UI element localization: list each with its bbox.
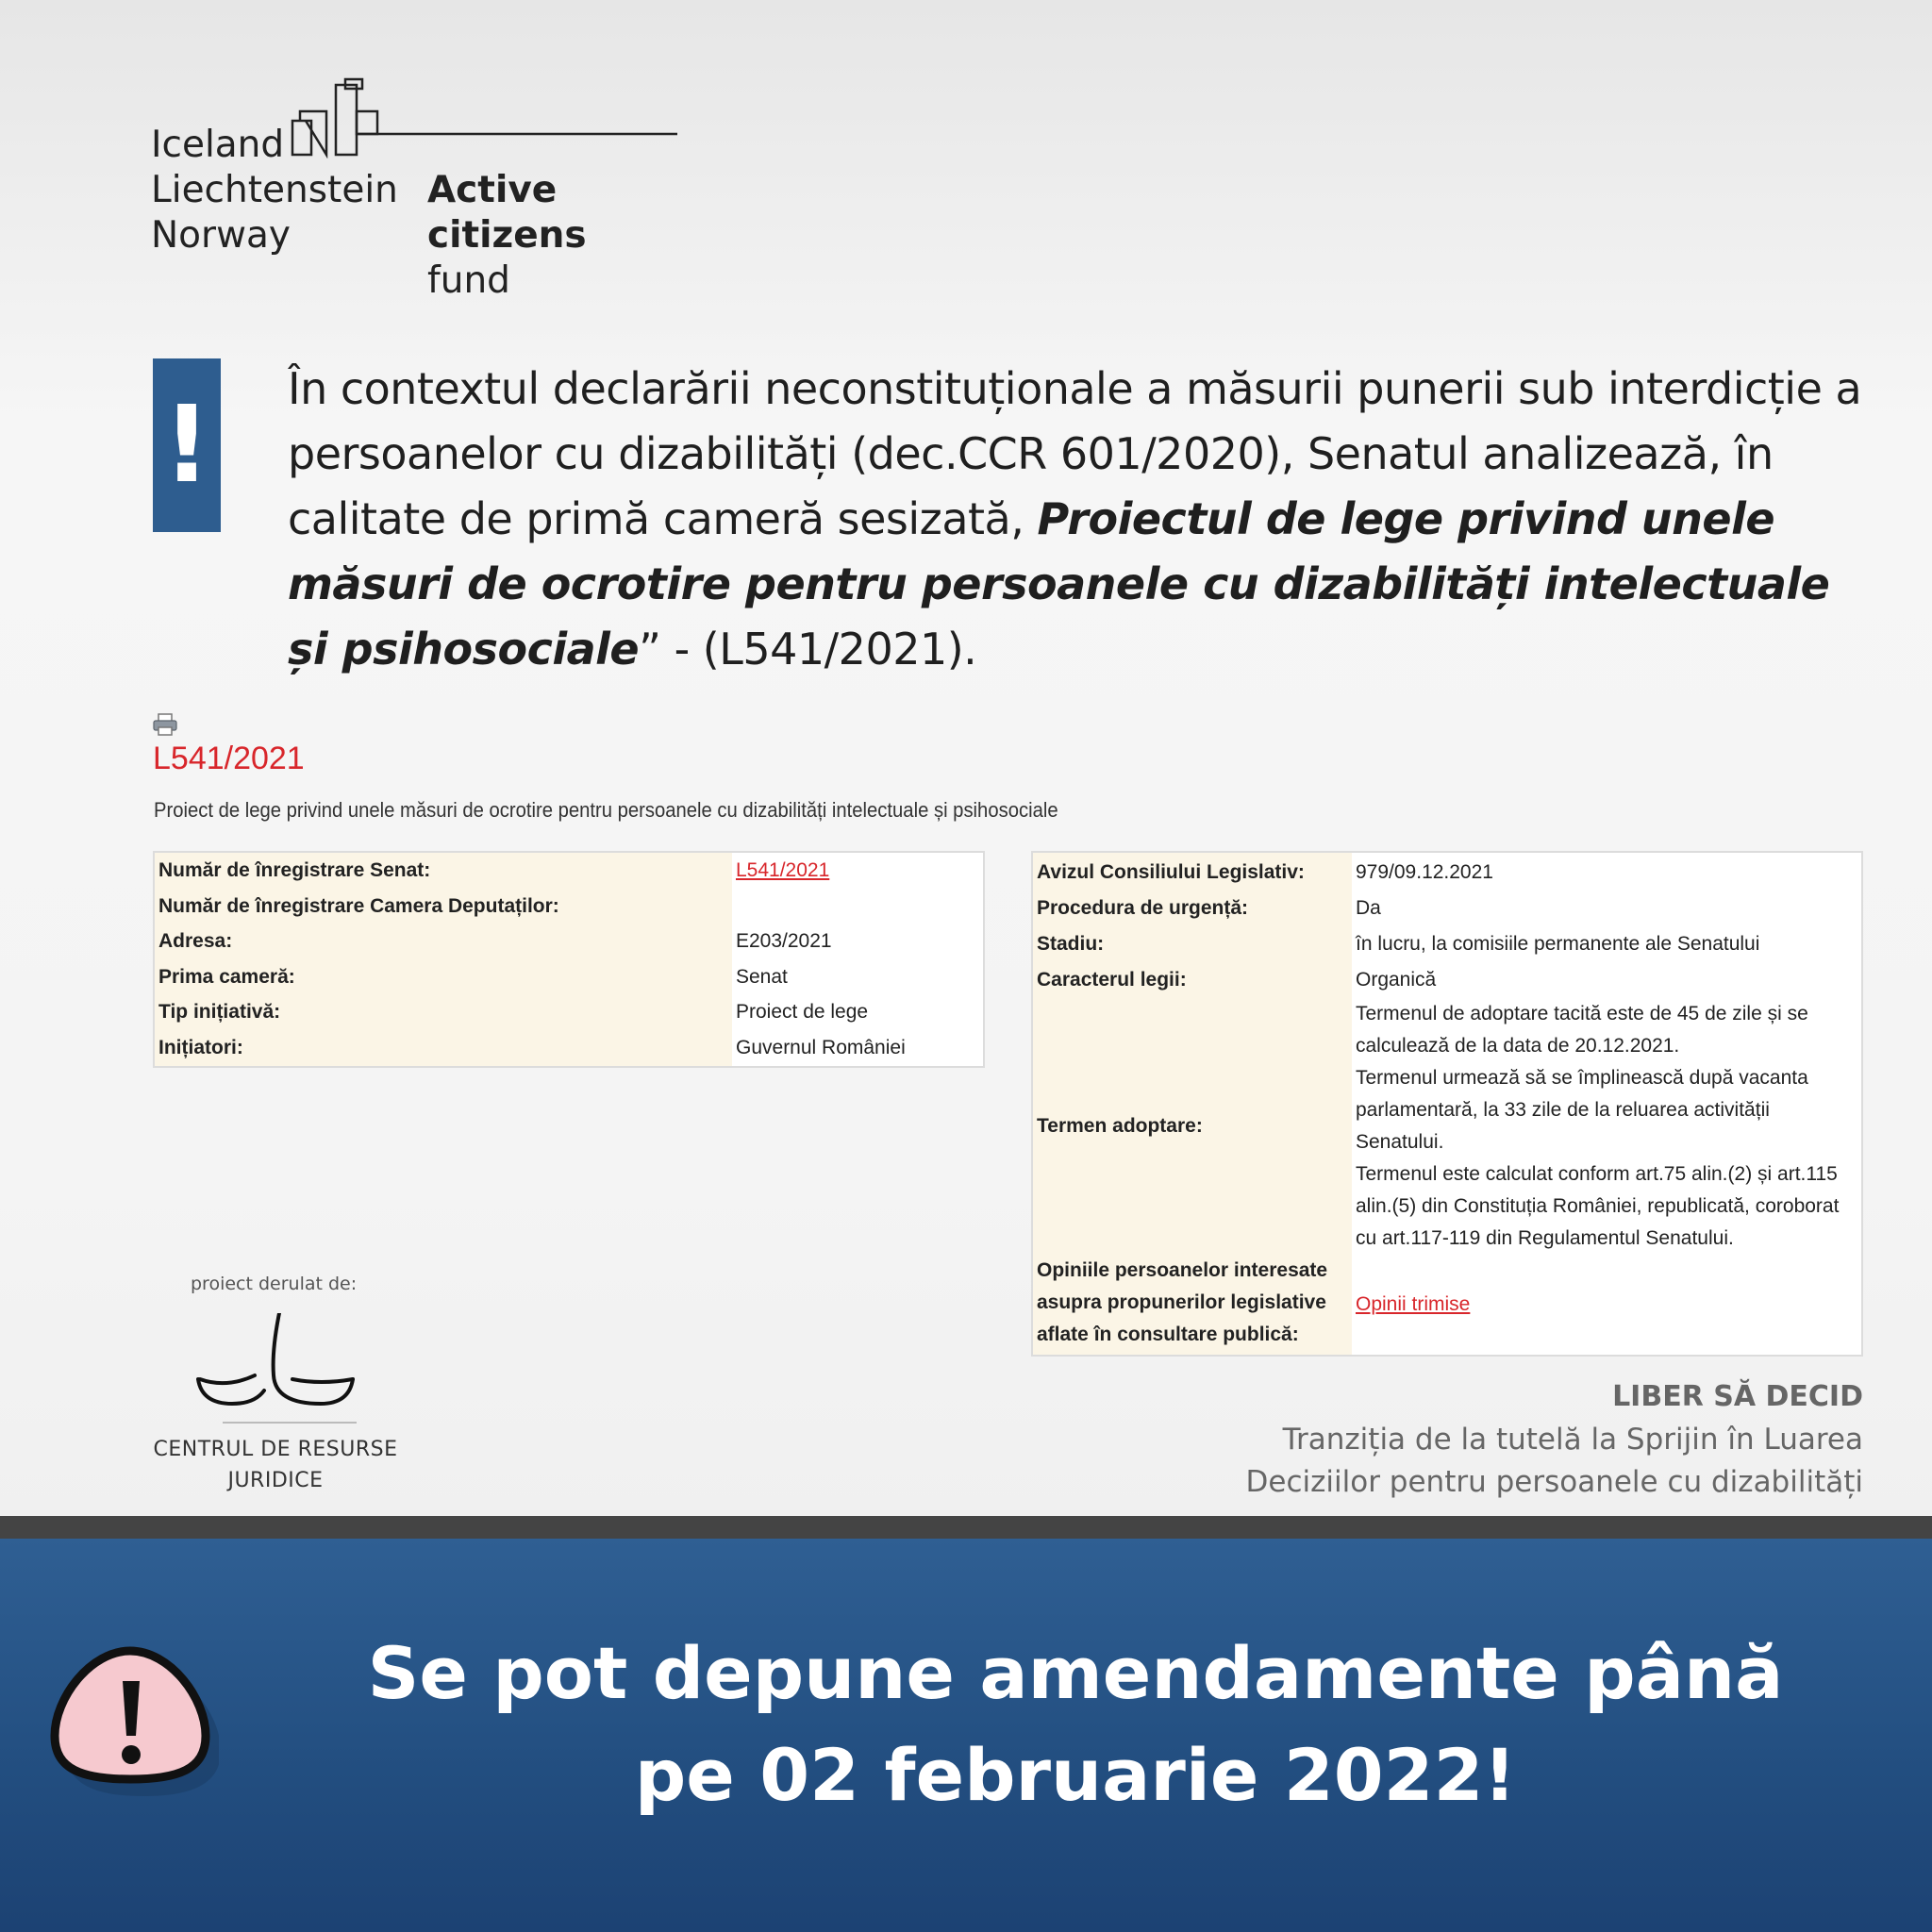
row-value: Guvernul României (732, 1030, 984, 1067)
table-row (1032, 1255, 1862, 1356)
credit-label: proiect derulat de: (191, 1274, 358, 1294)
deadline-text (321, 1623, 1830, 1826)
table-row (1032, 926, 1862, 962)
term-text-3: Termenul este calculat conform art.75 alin.(2) și art.115 alin.(5) din Constituția României, republicată, coroborat cu art.117-119 din Regulamentul Senatului. (1356, 1163, 1840, 1249)
fund-name-line2-bold: citizens (427, 214, 587, 257)
table-row (154, 924, 984, 959)
table-row (1032, 998, 1862, 1255)
table-row (1032, 962, 1862, 998)
project-subtitle-line1: Tranziția de la tutelă la Sprijin în Luarea (1282, 1423, 1863, 1457)
table-row (1032, 852, 1862, 891)
intro-part1: În contextul declarării neconstituționale a măsurii punerii sub interdicție a persoanelor cu dizabilități (dec.CCR 601/2020), Senatul analizează, în calitate de primă cameră sesizată, (288, 363, 1862, 544)
bill-description: Proiect de lege privind unele măsuri de ocrotire pentru persoanele cu dizabilități intelectuale și psihosociale (154, 798, 1058, 822)
term-text-2: Termenul urmează să se împlinească după vacanta parlamentară, la 33 zile de la reluarea activității Senatului. (1356, 1067, 1808, 1153)
table-row (154, 1030, 984, 1067)
project-subtitle-line2: Deciziilor pentru persoanele cu dizabilități (1245, 1465, 1863, 1499)
table-row (154, 852, 984, 889)
row-label: Procedura de urgență: (1032, 891, 1352, 926)
fund-name (427, 168, 679, 304)
row-label: Prima cameră: (154, 959, 732, 995)
intro-part2: ” - (L541/2021). (639, 624, 977, 675)
bill-info-table-left (153, 851, 985, 1068)
crj-org-name-line1: CENTRUL DE RESURSE (153, 1438, 398, 1461)
row-value: Proiect de lege (732, 994, 984, 1030)
bill-number: L541/2021 (153, 741, 305, 776)
warning-icon (49, 1638, 219, 1798)
row-label: Opiniile persoanelor interesate asupra propunerilor legislative aflate în consultare publică: (1032, 1255, 1352, 1356)
bill-info-table-right (1031, 851, 1863, 1357)
row-value: Organică (1352, 962, 1862, 998)
intro-emphasis: Proiectul de lege privind unele măsuri de ocrotire pentru persoanele cu dizabilități intelectuale și psihosociale (288, 493, 1830, 675)
fund-name-line1: Active (427, 169, 558, 211)
row-value (1352, 998, 1862, 1255)
funder-logo (151, 77, 679, 302)
row-label: Tip inițiativă: (154, 994, 732, 1030)
intro-text (288, 357, 1882, 682)
row-label: Număr de înregistrare Senat: (154, 852, 732, 889)
crj-logo-icon (189, 1313, 358, 1426)
crj-org-name (142, 1434, 409, 1496)
banner-divider (0, 1516, 1932, 1539)
term-text-1: Termenul de adoptare tacită este de 45 de zile și se calculează de la data de 20.12.2021. (1356, 1003, 1808, 1057)
opinions-link[interactable]: Opinii trimise (1356, 1293, 1471, 1315)
row-label: Avizul Consiliului Legislativ: (1032, 852, 1352, 891)
row-value: în lucru, la comisiile permanente ale Senatului (1352, 926, 1862, 962)
project-name: LIBER SĂ DECID (1612, 1380, 1863, 1413)
row-value (732, 889, 984, 924)
row-label: Adresa: (154, 924, 732, 959)
country-liechtenstein: Liechtenstein (151, 169, 398, 211)
row-label: Număr de înregistrare Camera Deputaților: (154, 889, 732, 924)
fund-name-line2-rest: fund (427, 259, 510, 302)
row-value: Da (1352, 891, 1862, 926)
country-norway: Norway (151, 214, 291, 257)
exclamation-icon: ! (153, 358, 221, 532)
deadline-line2: pe 02 februarie 2022! (634, 1733, 1517, 1817)
country-iceland: Iceland (151, 124, 285, 166)
table-row (154, 889, 984, 924)
table-row (154, 994, 984, 1030)
senate-number-link[interactable]: L541/2021 (736, 859, 830, 881)
row-value: Senat (732, 959, 984, 995)
crj-org-name-line2: JURIDICE (227, 1469, 324, 1492)
row-label: Stadiu: (1032, 926, 1352, 962)
deadline-line1: Se pot depune amendamente până (367, 1631, 1784, 1715)
row-value: 979/09.12.2021 (1352, 852, 1862, 891)
table-row (1032, 891, 1862, 926)
row-label: Inițiatori: (154, 1030, 732, 1067)
row-label: Termen adoptare: (1032, 998, 1352, 1255)
funder-countries (151, 123, 398, 258)
project-block (1246, 1375, 1863, 1504)
print-icon[interactable] (153, 713, 177, 736)
row-label: Caracterul legii: (1032, 962, 1352, 998)
table-row (154, 959, 984, 995)
row-value: E203/2021 (732, 924, 984, 959)
